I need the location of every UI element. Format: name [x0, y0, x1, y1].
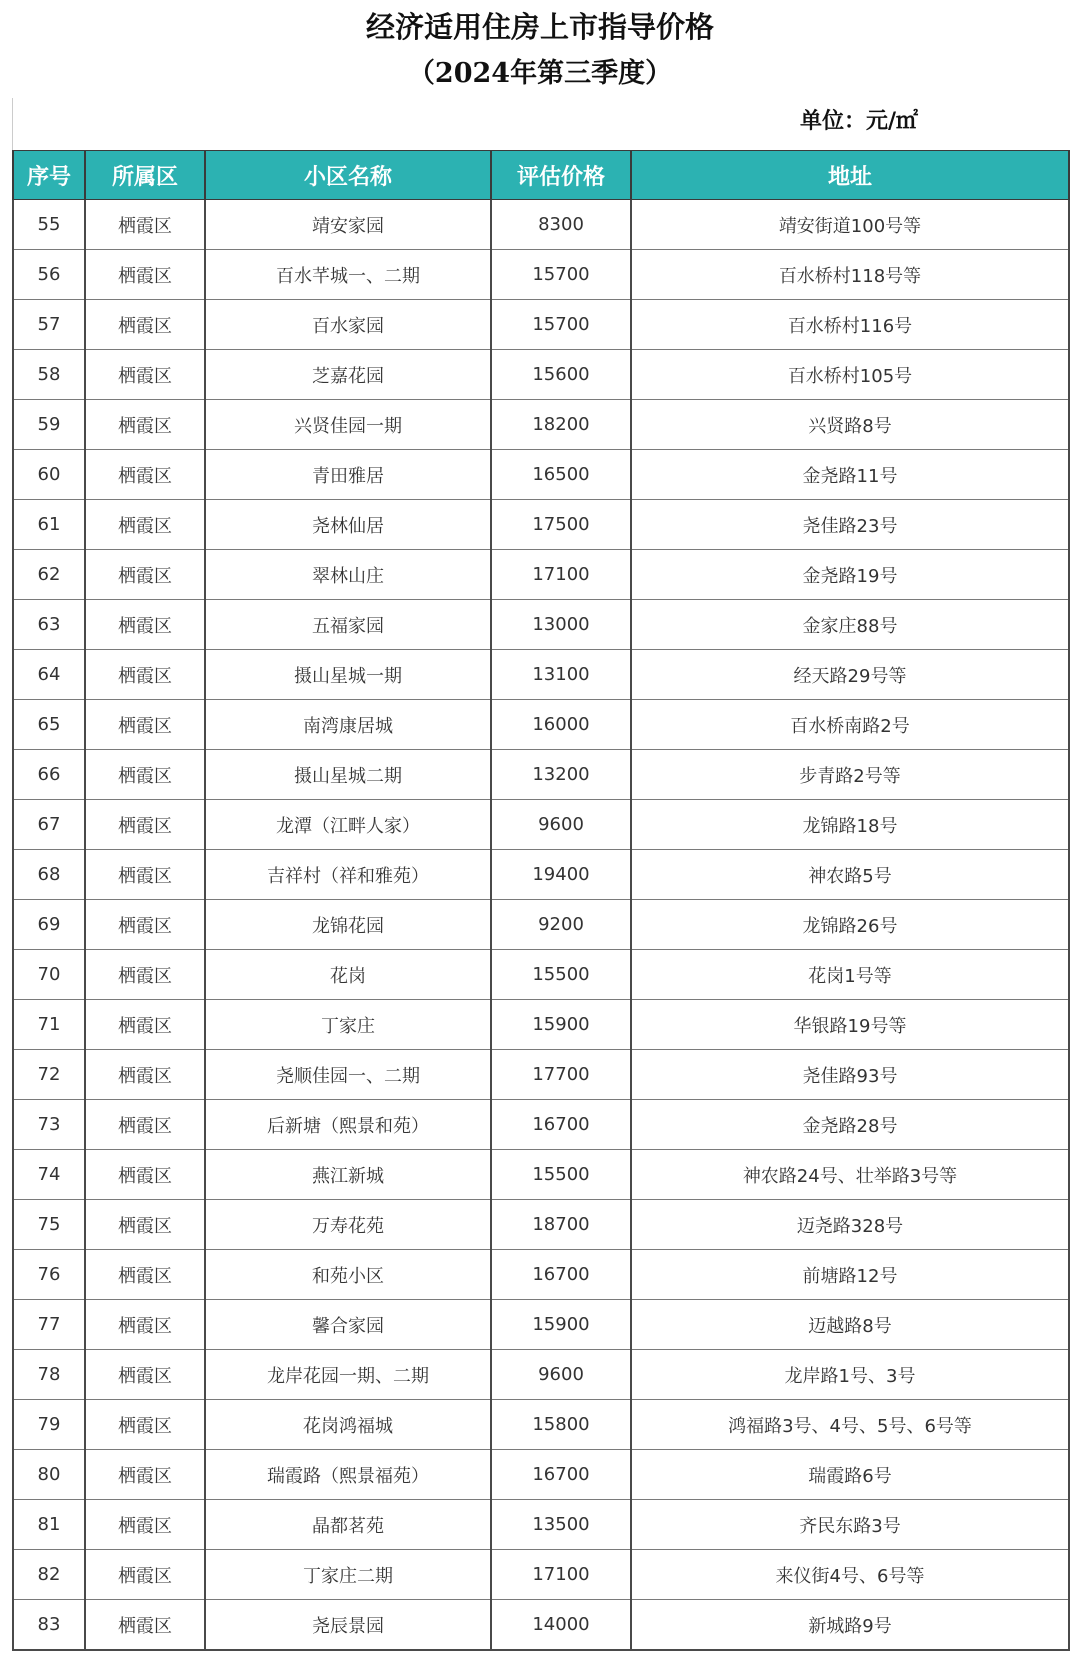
cell-district: 栖霞区: [85, 900, 205, 950]
cell-community-name: 南湾康居城: [205, 700, 491, 750]
table-row: [13, 800, 1069, 850]
cell-community-name: 尧林仙居: [205, 500, 491, 550]
cell-serial-no: 73: [13, 1100, 85, 1150]
cell-assessed-price: 15600: [491, 350, 631, 400]
header-assessed-price: 评估价格: [491, 151, 631, 200]
table-row: [13, 550, 1069, 600]
cell-address: 瑞霞路6号: [631, 1450, 1069, 1500]
cell-address: 齐民东路3号: [631, 1500, 1069, 1550]
cell-community-name: 百水家园: [205, 300, 491, 350]
table-row: [13, 1450, 1069, 1500]
cell-assessed-price: 13500: [491, 1500, 631, 1550]
cell-serial-no: 68: [13, 850, 85, 900]
cell-district: 栖霞区: [85, 800, 205, 850]
cell-district: 栖霞区: [85, 200, 205, 250]
cell-assessed-price: 16000: [491, 700, 631, 750]
cell-serial-no: 81: [13, 1500, 85, 1550]
cell-serial-no: 82: [13, 1550, 85, 1600]
cell-address: 新城路9号: [631, 1600, 1069, 1651]
cell-serial-no: 78: [13, 1350, 85, 1400]
cell-address: 百水桥村118号等: [631, 250, 1069, 300]
cell-address: 百水桥南路2号: [631, 700, 1069, 750]
cell-community-name: 尧顺佳园一、二期: [205, 1050, 491, 1100]
cell-serial-no: 59: [13, 400, 85, 450]
cell-serial-no: 55: [13, 200, 85, 250]
table-body: [13, 200, 1069, 1651]
cell-assessed-price: 9600: [491, 800, 631, 850]
cell-address: 靖安街道100号等: [631, 200, 1069, 250]
cell-assessed-price: 19400: [491, 850, 631, 900]
cell-community-name: 龙岸花园一期、二期: [205, 1350, 491, 1400]
cell-serial-no: 74: [13, 1150, 85, 1200]
cell-district: 栖霞区: [85, 700, 205, 750]
page-subtitle: （2024年第三季度）: [407, 58, 673, 89]
cell-assessed-price: 13200: [491, 750, 631, 800]
cell-address: 来仪街4号、6号等: [631, 1550, 1069, 1600]
divider: [12, 98, 13, 150]
cell-address: 百水桥村116号: [631, 300, 1069, 350]
cell-address: 神农路24号、壮举路3号等: [631, 1150, 1069, 1200]
cell-community-name: 龙潭（江畔人家）: [205, 800, 491, 850]
cell-district: 栖霞区: [85, 1350, 205, 1400]
cell-assessed-price: 17100: [491, 550, 631, 600]
cell-serial-no: 80: [13, 1450, 85, 1500]
cell-serial-no: 57: [13, 300, 85, 350]
cell-address: 百水桥村105号: [631, 350, 1069, 400]
cell-serial-no: 83: [13, 1600, 85, 1651]
cell-address: 步青路2号等: [631, 750, 1069, 800]
cell-district: 栖霞区: [85, 250, 205, 300]
cell-assessed-price: 8300: [491, 200, 631, 250]
table-row: [13, 1200, 1069, 1250]
cell-serial-no: 70: [13, 950, 85, 1000]
cell-district: 栖霞区: [85, 1400, 205, 1450]
cell-serial-no: 58: [13, 350, 85, 400]
cell-community-name: 晶都茗苑: [205, 1500, 491, 1550]
cell-district: 栖霞区: [85, 1050, 205, 1100]
cell-address: 经天路29号等: [631, 650, 1069, 700]
table-row: [13, 200, 1069, 250]
table-row: [13, 350, 1069, 400]
cell-district: 栖霞区: [85, 950, 205, 1000]
unit-label: 单位：元/㎡: [800, 108, 919, 134]
cell-community-name: 和苑小区: [205, 1250, 491, 1300]
header-district: 所属区: [85, 151, 205, 200]
cell-assessed-price: 15500: [491, 950, 631, 1000]
table-row: [13, 1350, 1069, 1400]
table-row: [13, 1000, 1069, 1050]
table-row: [13, 1300, 1069, 1350]
cell-serial-no: 56: [13, 250, 85, 300]
cell-serial-no: 67: [13, 800, 85, 850]
table-row: [13, 900, 1069, 950]
cell-address: 金尧路11号: [631, 450, 1069, 500]
cell-address: 花岗1号等: [631, 950, 1069, 1000]
cell-serial-no: 77: [13, 1300, 85, 1350]
cell-address: 尧佳路23号: [631, 500, 1069, 550]
cell-district: 栖霞区: [85, 1550, 205, 1600]
cell-serial-no: 76: [13, 1250, 85, 1300]
cell-assessed-price: 17100: [491, 1550, 631, 1600]
cell-assessed-price: 13100: [491, 650, 631, 700]
cell-assessed-price: 15800: [491, 1400, 631, 1450]
table-row: [13, 250, 1069, 300]
cell-community-name: 燕江新城: [205, 1150, 491, 1200]
cell-district: 栖霞区: [85, 450, 205, 500]
cell-district: 栖霞区: [85, 350, 205, 400]
cell-community-name: 馨合家园: [205, 1300, 491, 1350]
header-community-name: 小区名称: [205, 151, 491, 200]
cell-address: 华银路19号等: [631, 1000, 1069, 1050]
cell-district: 栖霞区: [85, 1250, 205, 1300]
table-row: [13, 1150, 1069, 1200]
cell-assessed-price: 18700: [491, 1200, 631, 1250]
cell-assessed-price: 16500: [491, 450, 631, 500]
cell-community-name: 兴贤佳园一期: [205, 400, 491, 450]
cell-district: 栖霞区: [85, 1600, 205, 1651]
table-row: [13, 400, 1069, 450]
cell-serial-no: 71: [13, 1000, 85, 1050]
cell-assessed-price: 16700: [491, 1250, 631, 1300]
table-row: [13, 450, 1069, 500]
cell-community-name: 五福家园: [205, 600, 491, 650]
cell-community-name: 花岗鸿福城: [205, 1400, 491, 1450]
cell-assessed-price: 9200: [491, 900, 631, 950]
cell-serial-no: 79: [13, 1400, 85, 1450]
cell-district: 栖霞区: [85, 1200, 205, 1250]
cell-community-name: 后新塘（熙景和苑）: [205, 1100, 491, 1150]
cell-district: 栖霞区: [85, 400, 205, 450]
cell-assessed-price: 17700: [491, 1050, 631, 1100]
cell-address: 金尧路28号: [631, 1100, 1069, 1150]
cell-assessed-price: 16700: [491, 1450, 631, 1500]
cell-community-name: 瑞霞路（熙景福苑）: [205, 1450, 491, 1500]
cell-address: 前塘路12号: [631, 1250, 1069, 1300]
cell-assessed-price: 13000: [491, 600, 631, 650]
cell-address: 兴贤路8号: [631, 400, 1069, 450]
table-row: [13, 1550, 1069, 1600]
cell-serial-no: 62: [13, 550, 85, 600]
cell-district: 栖霞区: [85, 500, 205, 550]
cell-district: 栖霞区: [85, 600, 205, 650]
cell-assessed-price: 15500: [491, 1150, 631, 1200]
cell-serial-no: 60: [13, 450, 85, 500]
cell-serial-no: 75: [13, 1200, 85, 1250]
cell-community-name: 万寿花苑: [205, 1200, 491, 1250]
cell-assessed-price: 15900: [491, 1000, 631, 1050]
cell-assessed-price: 18200: [491, 400, 631, 450]
table-row: [13, 1050, 1069, 1100]
cell-assessed-price: 15700: [491, 300, 631, 350]
cell-community-name: 翠林山庄: [205, 550, 491, 600]
cell-address: 龙锦路26号: [631, 900, 1069, 950]
cell-community-name: 芝嘉花园: [205, 350, 491, 400]
cell-serial-no: 61: [13, 500, 85, 550]
table-row: [13, 850, 1069, 900]
cell-serial-no: 63: [13, 600, 85, 650]
cell-community-name: 龙锦花园: [205, 900, 491, 950]
table-row: [13, 1400, 1069, 1450]
cell-address: 尧佳路93号: [631, 1050, 1069, 1100]
table-row: [13, 750, 1069, 800]
cell-address: 龙锦路18号: [631, 800, 1069, 850]
cell-district: 栖霞区: [85, 1450, 205, 1500]
table-row: [13, 950, 1069, 1000]
page-title: 经济适用住房上市指导价格: [365, 10, 714, 44]
cell-assessed-price: 17500: [491, 500, 631, 550]
cell-community-name: 青田雅居: [205, 450, 491, 500]
table-row: [13, 300, 1069, 350]
cell-assessed-price: 15700: [491, 250, 631, 300]
table-row: [13, 1500, 1069, 1550]
cell-district: 栖霞区: [85, 750, 205, 800]
cell-community-name: 靖安家园: [205, 200, 491, 250]
cell-address: 迈越路8号: [631, 1300, 1069, 1350]
cell-serial-no: 72: [13, 1050, 85, 1100]
cell-address: 迈尧路328号: [631, 1200, 1069, 1250]
header-address: 地址: [631, 151, 1069, 200]
cell-district: 栖霞区: [85, 1150, 205, 1200]
cell-community-name: 摄山星城一期: [205, 650, 491, 700]
table-row: [13, 1600, 1069, 1651]
cell-address: 神农路5号: [631, 850, 1069, 900]
cell-address: 龙岸路1号、3号: [631, 1350, 1069, 1400]
cell-address: 鸿福路3号、4号、5号、6号等: [631, 1400, 1069, 1450]
cell-address: 金尧路19号: [631, 550, 1069, 600]
table-row: [13, 500, 1069, 550]
cell-district: 栖霞区: [85, 1300, 205, 1350]
cell-community-name: 吉祥村（祥和雅苑）: [205, 850, 491, 900]
cell-community-name: 丁家庄二期: [205, 1550, 491, 1600]
cell-serial-no: 65: [13, 700, 85, 750]
cell-serial-no: 66: [13, 750, 85, 800]
table-row: [13, 650, 1069, 700]
cell-community-name: 尧辰景园: [205, 1600, 491, 1651]
cell-district: 栖霞区: [85, 650, 205, 700]
cell-district: 栖霞区: [85, 300, 205, 350]
cell-assessed-price: 9600: [491, 1350, 631, 1400]
cell-assessed-price: 16700: [491, 1100, 631, 1150]
table-row: [13, 1100, 1069, 1150]
cell-assessed-price: 14000: [491, 1600, 631, 1651]
cell-community-name: 百水芊城一、二期: [205, 250, 491, 300]
table-header-row: [13, 151, 1069, 200]
table-row: [13, 700, 1069, 750]
cell-community-name: 摄山星城二期: [205, 750, 491, 800]
cell-serial-no: 64: [13, 650, 85, 700]
cell-district: 栖霞区: [85, 850, 205, 900]
table-row: [13, 1250, 1069, 1300]
cell-community-name: 丁家庄: [205, 1000, 491, 1050]
cell-district: 栖霞区: [85, 1500, 205, 1550]
cell-assessed-price: 15900: [491, 1300, 631, 1350]
price-table: [12, 150, 1070, 1651]
cell-address: 金家庄88号: [631, 600, 1069, 650]
table-row: [13, 600, 1069, 650]
cell-district: 栖霞区: [85, 1000, 205, 1050]
cell-district: 栖霞区: [85, 1100, 205, 1150]
cell-community-name: 花岗: [205, 950, 491, 1000]
cell-serial-no: 69: [13, 900, 85, 950]
cell-district: 栖霞区: [85, 550, 205, 600]
header-serial-no: 序号: [13, 151, 85, 200]
